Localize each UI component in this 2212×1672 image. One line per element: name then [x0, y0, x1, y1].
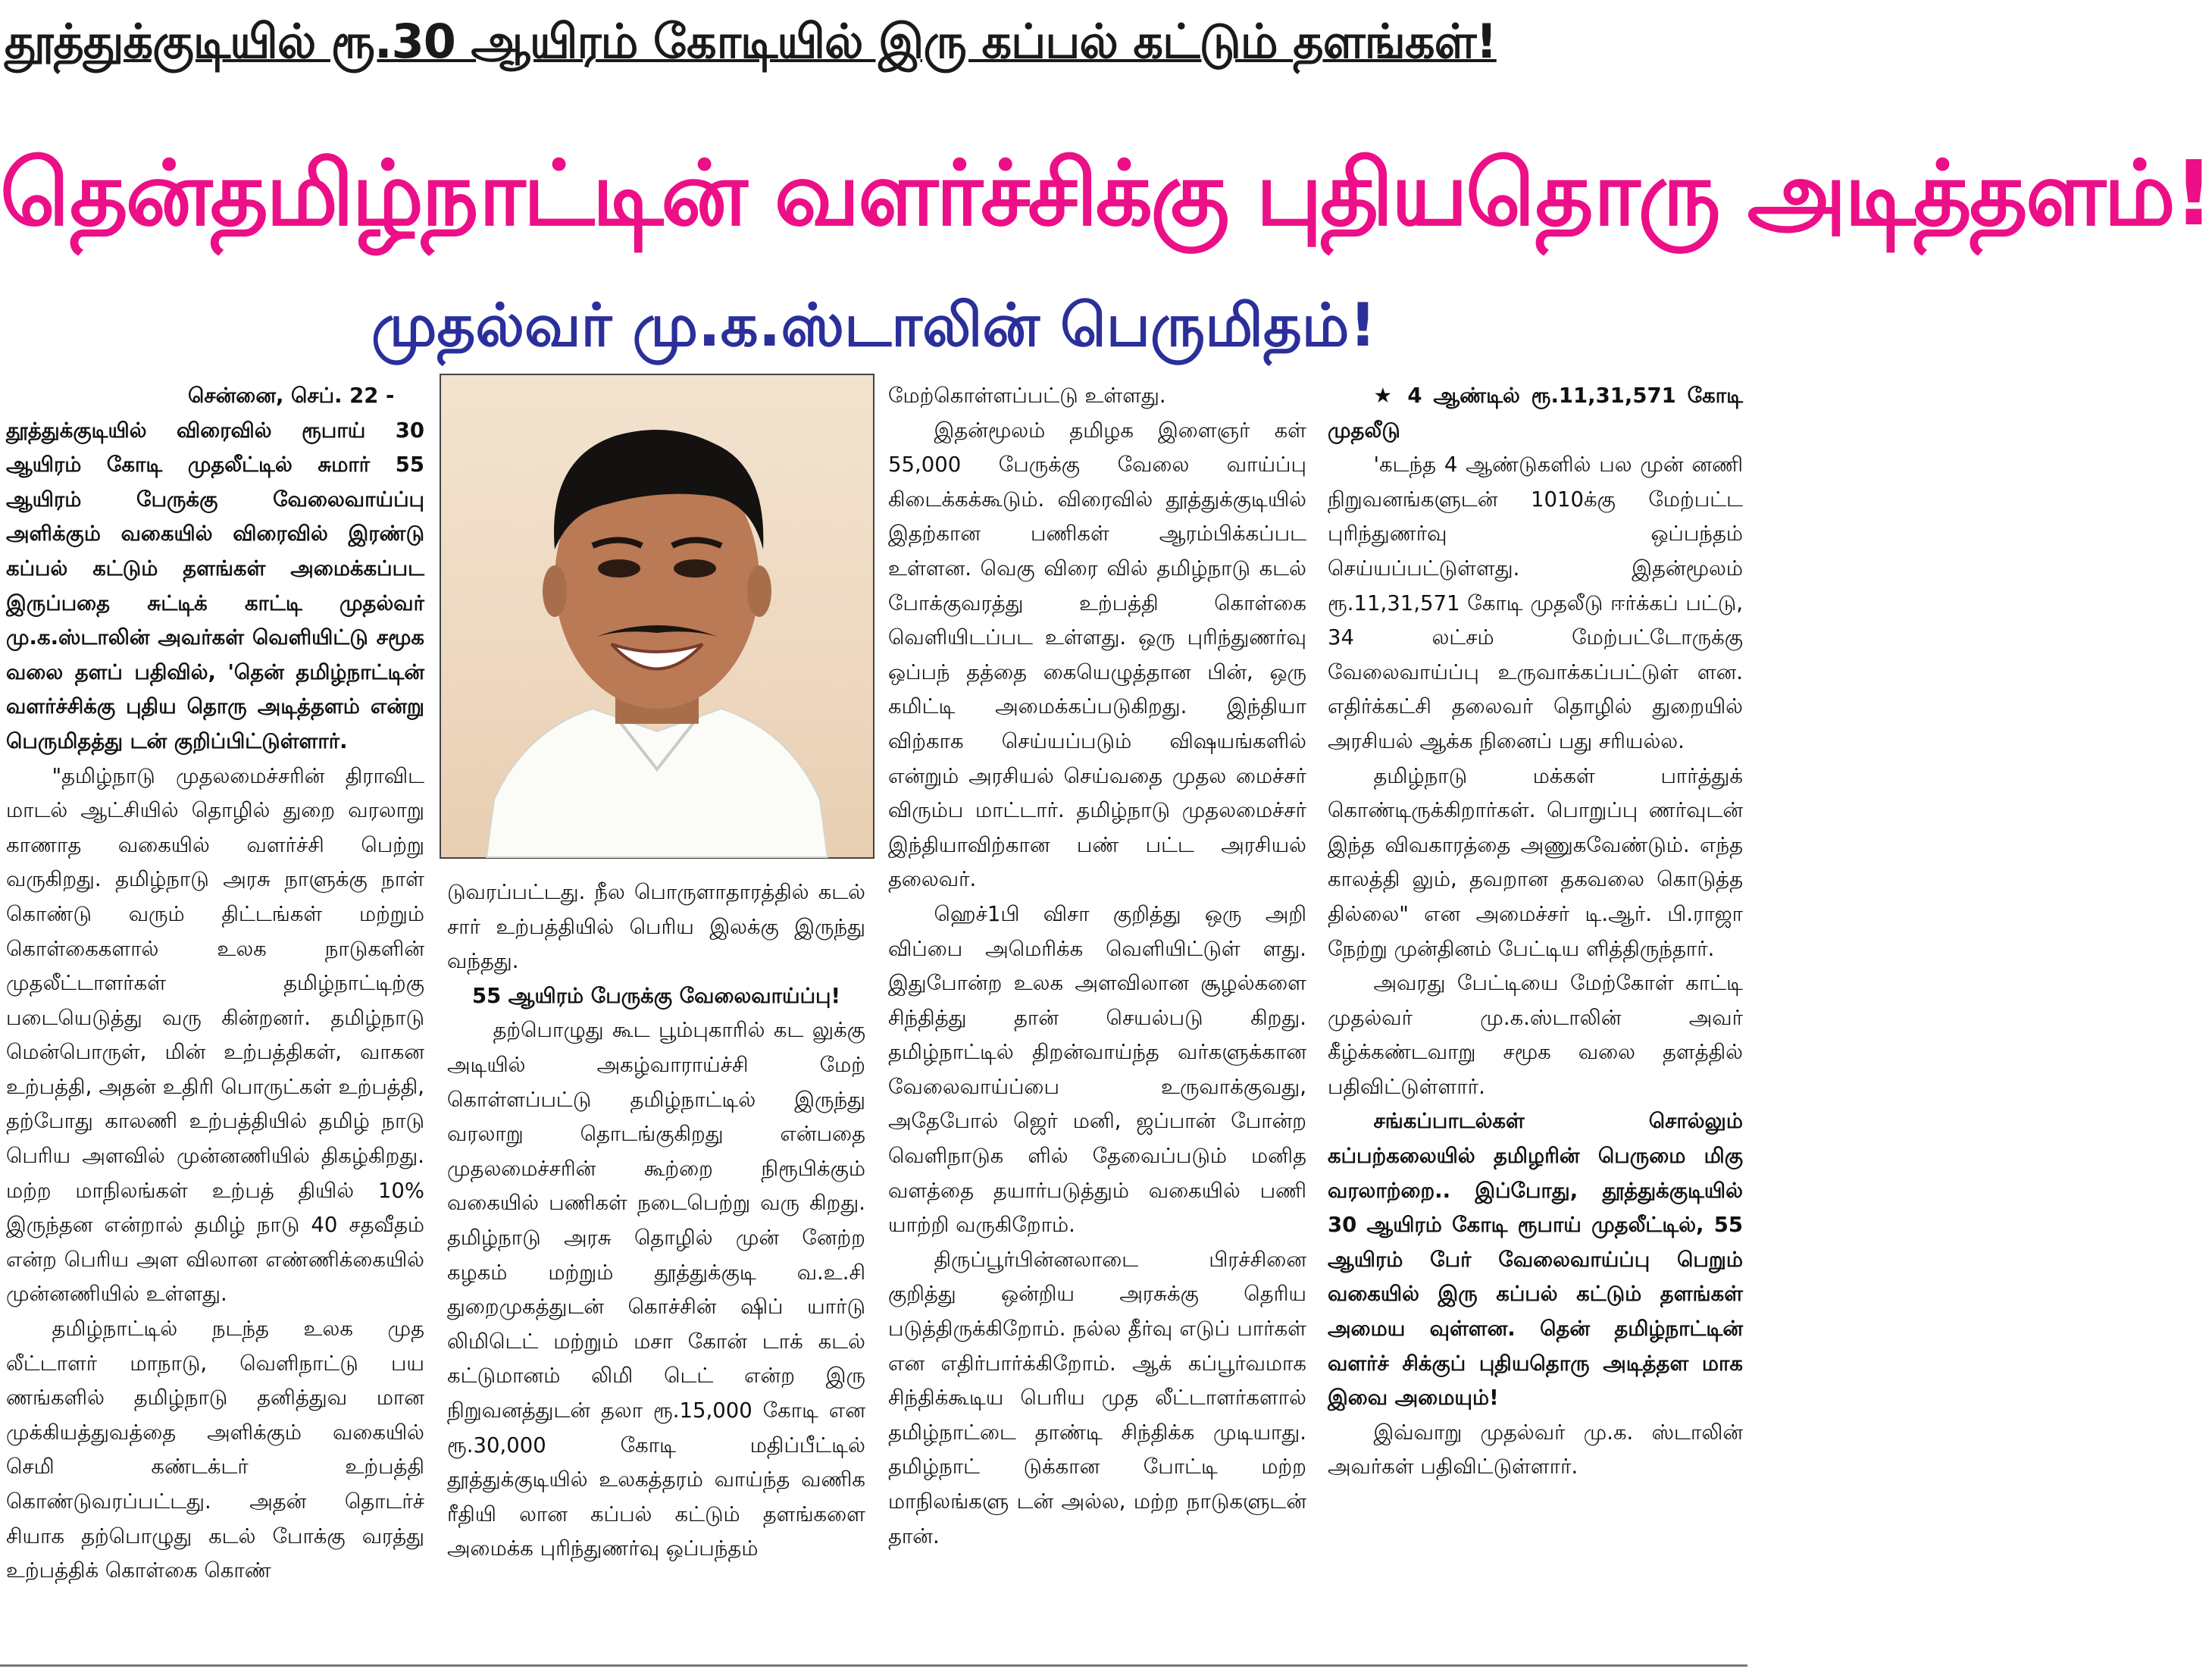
quoted-post: சங்கப்பாடல்கள் சொல்லும் கப்பற்கலையில் தமிழரின் பெருமை மிகு வரலாற்றை.. இப்போது, தூத்துக்குடியில் 30 ஆயிரம் கோடி ரூபாய் முதலீட்டில், 55 ஆயிரம் பேர் வேலைவாய்ப்பு பெறும் வகையில் இரு கப்பல் கட்டும் தளங்கள் அமைய வுள்ளன. தென் தமிழ்நாட்டின் வளர்ச் சிக்குப் புதியதொரு அடித்தள மாக இவை அமையும்! [1328, 1109, 1743, 1411]
main-headline: தென்தமிழ்நாட்டின் வளர்ச்சிக்கு புதியதொரு அடித்தளம்! [0, 141, 2212, 246]
dateline: சென்னை, செப். 22 - [188, 384, 395, 408]
paragraph: தற்பொழுது கூட பூம்புகாரில் கட லுக்கு அடியில் அகழ்வாராய்ச்சி மேற் கொள்ளப்பட்டு தமிழ்நாட்டில் இருந்து வரலாறு தொடங்குகிறது என்பதை முதலமைச்சரின் கூற்றை நிரூபிக்கும் வகையில் பணிகள் நடைபெற்று வரு கிறது. தமிழ்நாடு அரசு தொழில் முன் னேற்ற கழகம் மற்றும் தூத்துக்குடி வ.உ.சி துறைமுகத்துடன் கொச்சின் ஷிப் யார்டு லிமிடெட் மற்றும் மசா கோன் டாக் கடல் கட்டுமானம் லிமி டெட் என்ற இரு நிறுவனத்துடன் தலா ரூ.15,000 கோடி என ரூ.30,000 கோடி மதிப்பீட்டில் தூத்துக்குடியில் உலகத்தரம் வாய்ந்த வணிக ரீதியி லான கப்பல் கட்டும் தளங்களை அமைக்க புரிந்துணர்வு ஒப்பந்தம் [447, 1018, 865, 1561]
sub-headline: முதல்வர் மு.க.ஸ்டாலின் பெருமிதம்! [371, 292, 1377, 360]
section-heading: 55 ஆயிரம் பேருக்கு வேலைவாய்ப்பு! [471, 983, 841, 1008]
paragraph: தமிழ்நாடு மக்கள் பார்த்துக் கொண்டிருக்கிறார்கள். பொறுப்பு ணர்வுடன் இந்த விவகாரத்தை அணுகவேண்டும். எந்த காலத்தி லும், தவறான தகவலை கொடுத்த தில்லை" என அமைச்சர் டி.ஆர். பி.ராஜா நேற்று முன்தினம் பேட்டிய ளித்திருந்தார். [1328, 763, 1743, 961]
article-column-4 [1328, 379, 1743, 1652]
article-column-3 [888, 379, 1306, 1652]
paragraph: "தமிழ்நாடு முதலமைச்சரின் திராவிட மாடல் ஆட்சியில் தொழில் துறை வரலாறு காணாத வகையில் வளர்ச்சி பெற்று வருகிறது. தமிழ்நாடு அரசு நாளுக்கு நாள் கொண்டு வரும் திட்டங்கள் மற்றும் கொள்கைகளால் உலக நாடுகளின் முதலீட்டாளர்கள் தமிழ்நாட்டிற்கு படையெடுத்து வரு கின்றனர். தமிழ்நாடு மென்பொருள், மின் உற்பத்திகள், வாகன உற்பத்தி, அதன் உதிரி பொருட்கள் உற்பத்தி, தற்போது காலணி உற்பத்தியில் தமிழ் நாடு பெரிய அளவில் முன்னணியில் திகழ்கிறது. மற்ற மாநிலங்கள் உற்பத் தியில் 10% இருந்தன என்றால் தமிழ் நாடு 40 சதவீதம் என்ற பெரிய அள விலான எண்ணிக்கையில் முன்னணியில் உள்ளது. [6, 763, 424, 1307]
paragraph: ஹெச்1பி விசா குறித்து ஒரு அறி விப்பை அமெரிக்க வெளியிட்டுள் ளது. இதுபோன்ற உலக அளவிலான சூழல்களை சிந்தித்து தான் செயல்படு கிறது. தமிழ்நாட்டில் திறன்வாய்ந்த வர்களுக்கான வேலைவாய்ப்பை உருவாக்குவது, அதேபோல் ஜெர் மனி, ஜப்பான் போன்ற வெளிநாடுக ளில் தேவைப்படும் மனித வளத்தை தயார்படுத்தும் வகையில் பணி யாற்றி வருகிறோம். [888, 901, 1306, 1238]
portrait-illustration [441, 375, 873, 857]
section-heading: ★ 4 ஆண்டில் ரூ.11,31,571 கோடி முதலீடு [1328, 384, 1743, 443]
paragraph: மேற்கொள்ளப்பட்டு உள்ளது. [888, 384, 1166, 408]
bottom-rule [0, 1664, 1747, 1667]
paragraph: அவரது பேட்டியை மேற்கோள் காட்டி முதல்வர் மு.க.ஸ்டாலின் அவர் கீழ்க்கண்டவாறு சமூக வலை தளத்தில் பதிவிட்டுள்ளார். [1328, 971, 1743, 1099]
portrait-photo [440, 374, 874, 859]
article-column-2 [447, 875, 865, 1652]
paragraph: டுவரப்பட்டது. நீல பொருளாதாரத்தில் கடல் சார் உற்பத்தியில் பெரிய இலக்கு இருந்து வந்தது. [447, 880, 865, 974]
paragraph: தமிழ்நாட்டில் நடந்த உலக முத லீட்டாளர் மாநாடு, வெளிநாட்டு பய ணங்களில் தமிழ்நாடு தனித்துவ மான முக்கியத்துவத்தை அளிக்கும் வகையில் செமி கண்டக்டர் உற்பத்தி கொண்டுவரப்பட்டது. அதன் தொடர்ச் சியாக தற்பொழுது கடல் போக்கு வரத்து உற்பத்திக் கொள்கை கொண் [6, 1317, 424, 1583]
paragraph: 'கடந்த 4 ஆண்டுகளில் பல முன் னணி நிறுவனங்களுடன் 1010க்கு மேற்பட்ட புரிந்துணர்வு ஒப்பந்தம் செய்யப்பட்டுள்ளது. இதன்மூலம் ரூ.11,31,571 கோடி முதலீடு ஈர்க்கப் பட்டு, 34 லட்சம் மேற்பட்டோருக்கு வேலைவாய்ப்பு உருவாக்கப்பட்டுள் ளன. எதிர்க்கட்சி தலைவர் தொழில் துறையில் அரசியல் ஆக்க நினைப் பது சரியல்ல. [1328, 452, 1743, 753]
kicker-headline: தூத்துக்குடியில் ரூ.30 ஆயிரம் கோடியில் இரு கப்பல் கட்டும் தளங்கள்! [5, 14, 1497, 69]
paragraph: இதன்மூலம் தமிழக இளைஞர் கள் 55,000 பேருக்கு வேலை வாய்ப்பு கிடைக்கக்கூடும். விரைவில் தூத்துக்குடியில் இதற்கான பணிகள் ஆரம்பிக்கப்பட உள்ளன. வெகு விரை வில் தமிழ்நாடு கடல் போக்குவரத்து உற்பத்தி கொள்கை வெளியிடப்பட உள்ளது. ஒரு புரிந்துணர்வு ஒப்பந் தத்தை கையெழுத்தான பின், ஒரு கமிட்டி அமைக்கப்படுகிறது. இந்தியா விற்காக செய்யப்படும் விஷயங்களில் என்றும் அரசியல் செய்வதை முதல மைச்சர் விரும்ப மாட்டார். தமிழ்நாடு முதலமைச்சர் இந்தியாவிற்கான பண் பட்ட அரசியல் தலைவர். [888, 418, 1306, 892]
article-column-1 [6, 379, 424, 1652]
paragraph: திருப்பூர்பின்னலாடை பிரச்சினை குறித்து ஒன்றிய அரசுக்கு தெரிய படுத்திருக்கிறோம். நல்ல தீர்வு எடுப் பார்கள் என எதிர்பார்க்கிறோம். ஆக் கப்பூர்வமாக சிந்திக்கூடிய பெரிய முத லீட்டாளர்களால் தமிழ்நாட்டை தாண்டி சிந்திக்க முடியாது. தமிழ்நாட் டுக்கான போட்டி மற்ற மாநிலங்களு டன் அல்ல, மற்ற நாடுகளுடன் தான். [888, 1247, 1306, 1548]
lead-paragraph: தூத்துக்குடியில் விரைவில் ரூபாய் 30 ஆயிரம் கோடி முதலீட்டில் சுமார் 55 ஆயிரம் பேருக்கு வேலைவாய்ப்பு அளிக்கும் வகையில் விரைவில் இரண்டு கப்பல் கட்டும் தளங்கள் அமைக்கப்பட இருப்பதை சுட்டிக் காட்டி முதல்வர் மு.க.ஸ்டாலின் அவர்கள் வெளியிட்டு சமூக வலை தளப் பதிவில், 'தென் தமிழ்நாட்டின் வளர்ச்சிக்கு புதிய தொரு அடித்தளம் என்று பெருமிதத்து டன் குறிப்பிட்டுள்ளார். [6, 418, 424, 753]
paragraph: இவ்வாறு முதல்வர் மு.க. ஸ்டாலின் அவர்கள் பதிவிட்டுள்ளார். [1328, 1420, 1743, 1479]
